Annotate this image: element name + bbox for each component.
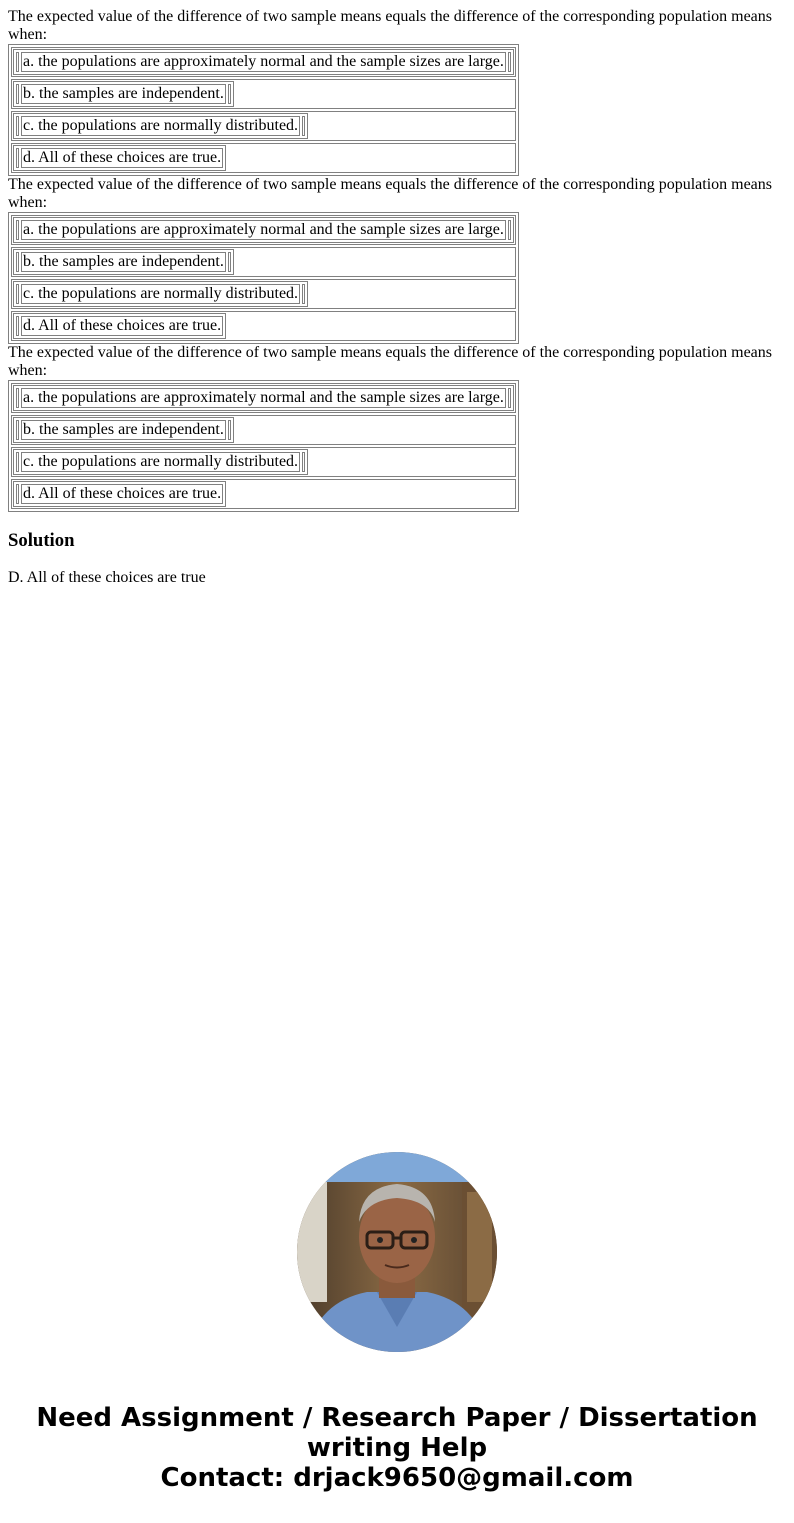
author-avatar [297,1152,497,1352]
choice-c[interactable]: c. the populations are normally distributed. [23,453,299,470]
choice-b[interactable]: b. the samples are independent. [23,85,224,102]
promo-banner [0,1403,794,1493]
promo-line: Need Assignment / Research Paper / Dissertation [36,1403,758,1433]
choices-table [8,44,519,176]
choice-b[interactable]: b. the samples are independent. [23,421,224,438]
question-text: The expected value of the difference of two sample means equals the difference of the corresponding population means when: [8,8,773,43]
solution-answer: D. All of these choices are true [8,569,206,586]
question-block [8,8,786,176]
question-text: The expected value of the difference of two sample means equals the difference of the corresponding population means when: [8,176,773,211]
question-block [8,344,786,512]
page-content [0,0,794,587]
choice-d[interactable]: d. All of these choices are true. [23,317,222,334]
promo-contact: Contact: drjack9650@gmail.com [160,1463,634,1493]
choices-table [8,212,519,344]
promo-line: writing Help [306,1433,488,1463]
author-portrait-image [297,1152,497,1352]
choice-d[interactable]: d. All of these choices are true. [23,485,222,502]
choice-a[interactable]: a. the populations are approximately normal and the sample sizes are large. [23,389,504,406]
question-block [8,176,786,344]
choice-c[interactable]: c. the populations are normally distributed. [23,117,299,134]
choice-a[interactable]: a. the populations are approximately normal and the sample sizes are large. [23,221,504,238]
choice-a[interactable]: a. the populations are approximately normal and the sample sizes are large. [23,53,504,70]
choice-d[interactable]: d. All of these choices are true. [23,149,222,166]
choices-table [8,380,519,512]
solution-heading: Solution [8,530,75,551]
choice-b[interactable]: b. the samples are independent. [23,253,224,270]
choice-c[interactable]: c. the populations are normally distributed. [23,285,299,302]
question-text: The expected value of the difference of two sample means equals the difference of the corresponding population means when: [8,344,773,379]
